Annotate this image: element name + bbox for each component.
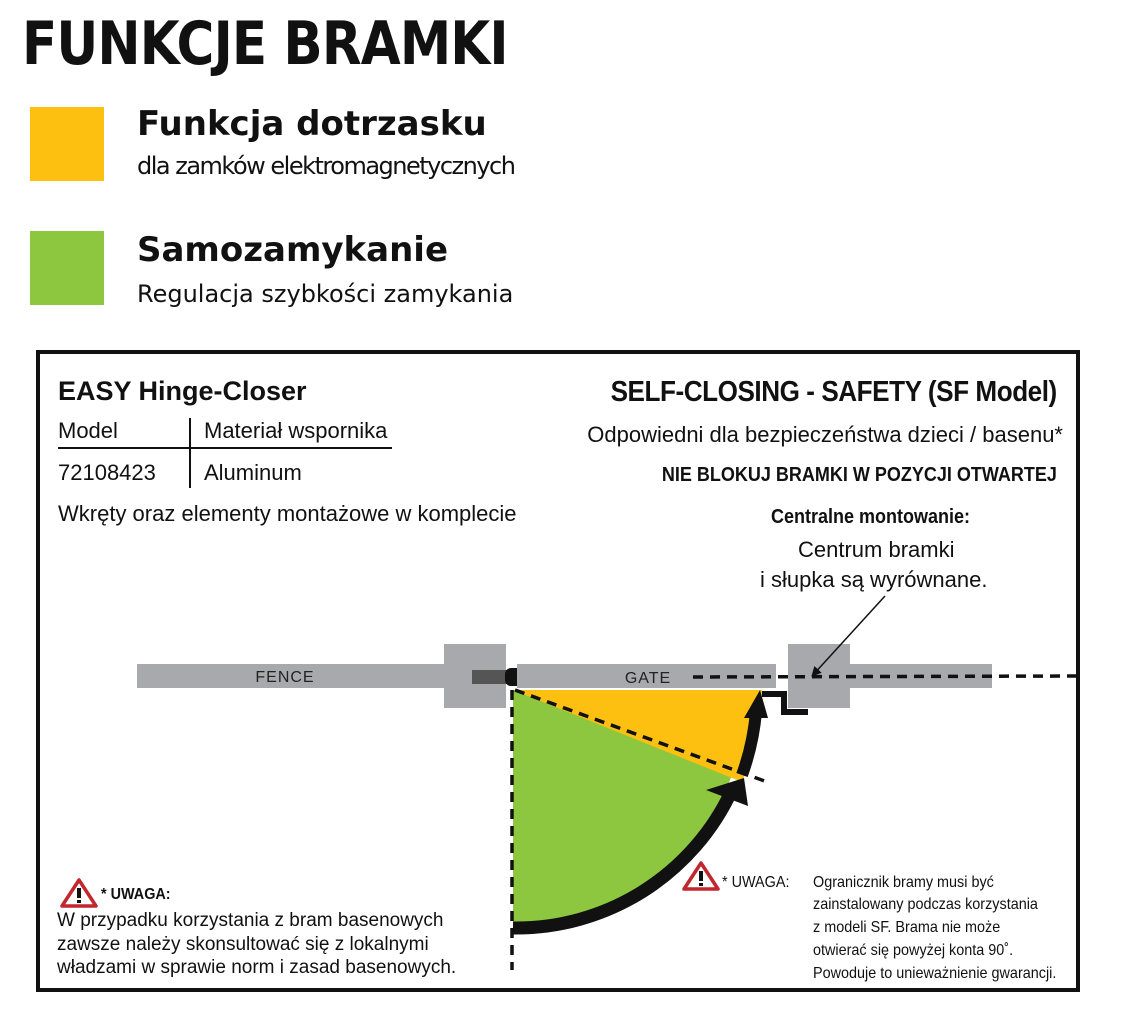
closed-position-dashed-line <box>693 676 1080 677</box>
warning-right-line4: otwierać się powyżej konta 90˚. <box>813 942 1014 959</box>
fence-label: FENCE <box>255 669 315 686</box>
page-title: FUNKCJE BRAMKI <box>22 9 508 79</box>
gate-label: GATE <box>624 670 672 687</box>
product-name: EASY Hinge-Closer <box>58 376 307 406</box>
safety-heading: SELF-CLOSING - SAFETY (SF Model) <box>610 376 1057 408</box>
center-mount-line2: i słupka są wyrównane. <box>760 567 988 592</box>
warning-right-line2: zainstalowany podczas korzystania <box>813 896 1038 913</box>
col-model-header: Model <box>58 418 118 443</box>
safety-warning-open: NIE BLOKUJ BRAMKI W POZYCJI OTWARTEJ <box>661 464 1057 486</box>
warning-right-line5: Powoduje to unieważnienie gwarancji. <box>813 965 1057 982</box>
model-value: 72108423 <box>58 460 156 485</box>
col-material-header: Materiał wspornika <box>204 418 388 443</box>
warning-left-label: * UWAGA: <box>101 886 171 903</box>
legend-subtitle-selfclose: Regulacja szybkości zamykania <box>137 280 514 308</box>
center-mount-title: Centralne montowanie: <box>771 506 971 528</box>
legend-title-selfclose: Samozamykanie <box>137 230 449 270</box>
safety-suitable: Odpowiedni dla bezpieczeństwa dzieci / basenu* <box>587 422 1063 447</box>
warning-right-line3: z modeli SF. Brama nie może <box>813 919 1001 936</box>
legend-title-latch: Funkcja dotrzasku <box>137 104 487 144</box>
warning-right-line1: Ogranicznik bramy musi być <box>813 874 994 891</box>
warning-left-line3: władzami w sprawie norm i zasad basenowych. <box>57 957 457 978</box>
warning-triangle-icon <box>62 880 96 906</box>
warning-left-line2: zawsze należy skonsultować się z lokalnymi <box>57 934 429 955</box>
warning-triangle-icon <box>684 863 718 889</box>
warning-left-line1: W przypadku korzystania z bram basenowych <box>57 910 444 931</box>
material-value: Aluminum <box>204 460 302 485</box>
screws-note: Wkręty oraz elementy montażowe w komplecie <box>58 501 517 526</box>
legend-subtitle-latch: dla zamków elektromagnetycznych <box>137 152 515 180</box>
center-mount-line1: Centrum bramki <box>798 537 955 562</box>
warning-right-label: * UWAGA: <box>722 874 790 891</box>
